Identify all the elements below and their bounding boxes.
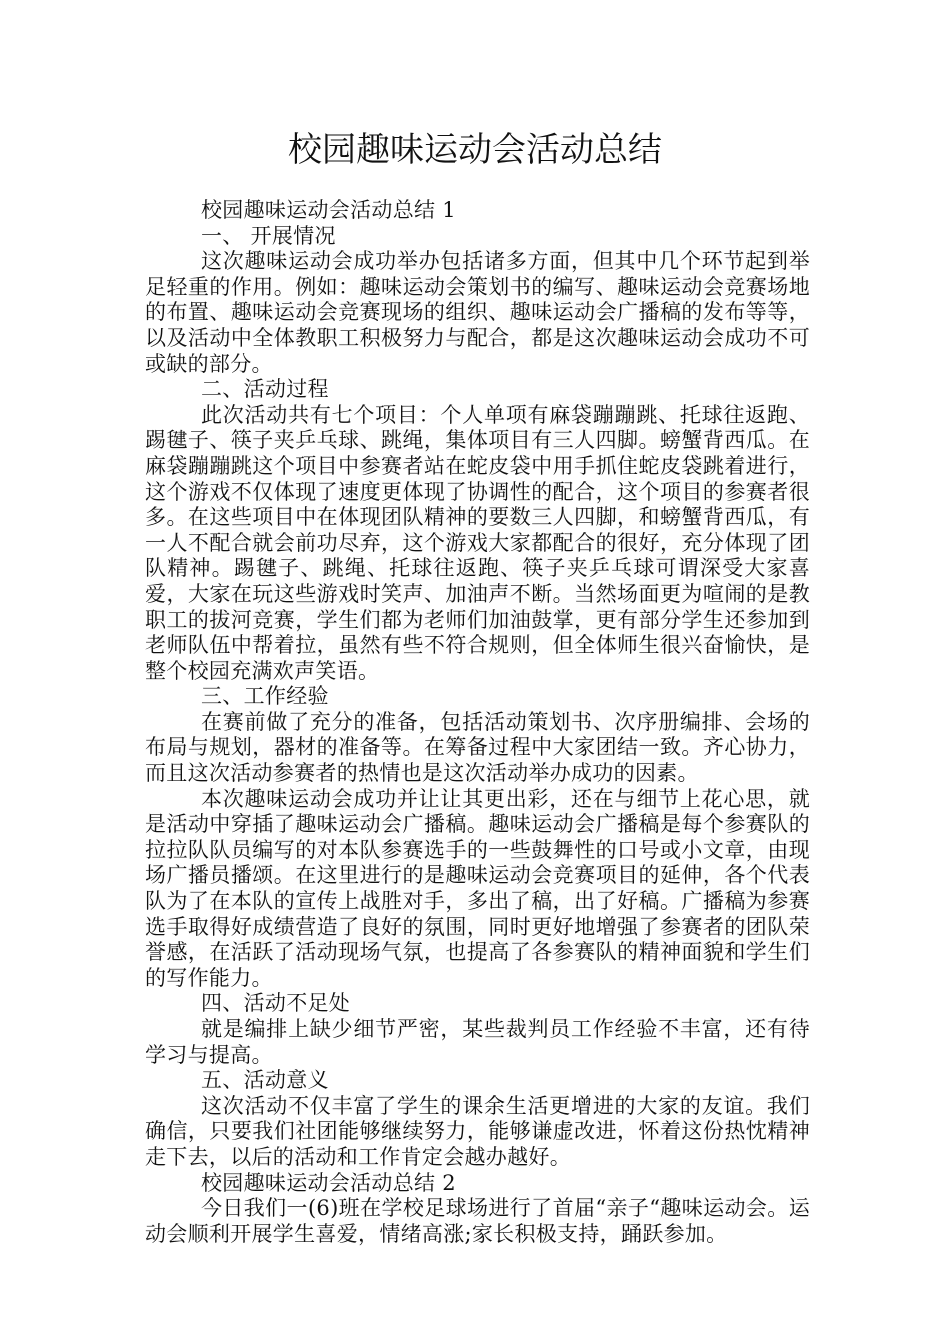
section-heading: 一、 开展情况 xyxy=(201,223,336,248)
document-title: 校园趣味运动会活动总结 xyxy=(288,130,662,170)
document-body xyxy=(145,198,810,1247)
body-paragraph: 此次活动共有七个项目：个人单项有麻袋蹦蹦跳、托球往返跑、踢毽子、筷子夹乒乓球、跳绳，集体项目有三人四脚。螃蟹背西瓜。在麻袋蹦蹦跳这个项目中参赛者站在蛇皮袋中用手抓住蛇皮袋跳着进行，这个游戏不仅体现了速度更体现了协调性的配合，这个项目的参赛者很多。在这些项目中在体现团队精神的要数三人四脚，和螃蟹背西瓜，有一人不配合就会前功尽弃，这个游戏大家都配合的很好，充分体现了团队精神。踢毽子、跳绳、托球往返跑、筷子夹乒乓球可谓深受大家喜爱，大家在玩这些游戏时笑声、加油声不断。当然场面更为喧闹的是教职工的拔河竞赛，学生们都为老师们加油鼓掌，更有部分学生还参加到老师队伍中帮着拉，虽然有些不符合规则，但全体师生很兴奋愉快，是整个校园充满欢声笑语。 xyxy=(145,402,810,683)
body-paragraph: 这次趣味运动会成功举办包括诸多方面，但其中几个环节起到举足轻重的作用。例如：趣味运动会策划书的编写、趣味运动会竞赛场地的布置、趣味运动会竞赛现场的组织、趣味运动会广播稿的发布等等，以及活动中全体教职工积极努力与配合，都是这次趣味运动会成功不可或缺的部分。 xyxy=(145,249,810,376)
body-paragraph: 今日我们一(6)班在学校足球场进行了首届“亲子“趣味运动会。运动会顺利开展学生喜爱，情绪高涨;家长积极支持，踊跃参加。 xyxy=(145,1196,810,1246)
body-paragraph: 这次活动不仅丰富了学生的课余生活更增进的大家的友谊。我们确信，只要我们社团能够继续努力，能够谦虚改进，怀着这份热忱精神走下去，以后的活动和工作肯定会越办越好。 xyxy=(145,1093,810,1169)
section-heading: 五、活动意义 xyxy=(201,1068,329,1093)
body-paragraph: 本次趣味运动会成功并让让其更出彩，还在与细节上花心思，就是活动中穿插了趣味运动会广播稿。趣味运动会广播稿是每个参赛队的拉拉队队员编写的对本队参赛选手的一些鼓舞性的口号或小文章，由现场广播员播颂。在这里进行的是趣味运动会竞赛项目的延伸，各个代表队为了在本队的宣传上战胜对手，多出了稿，出了好稿。广播稿为参赛选手取得好成绩营造了良好的氛围，同时更好地增强了参赛者的团队荣誉感，在活跃了活动现场气氛，也提高了各参赛队的精神面貌和学生们的写作能力。 xyxy=(145,786,810,990)
section-heading: 四、活动不足处 xyxy=(201,991,351,1016)
body-paragraph: 就是编排上缺少细节严密，某些裁判员工作经验不丰富，还有待学习与提高。 xyxy=(145,1017,810,1067)
body-paragraph: 在赛前做了充分的准备，包括活动策划书、次序册编排、会场的布局与规划，器材的准备等。在筹备过程中大家团结一致。齐心协力，而且这次活动参赛者的热情也是这次活动举办成功的因素。 xyxy=(145,709,810,786)
section-heading: 二、活动过程 xyxy=(201,377,329,402)
section-heading: 三、工作经验 xyxy=(201,684,329,709)
section-heading: 校园趣味运动会活动总结 1 xyxy=(201,198,456,222)
section-heading: 校园趣味运动会活动总结 2 xyxy=(201,1170,456,1195)
